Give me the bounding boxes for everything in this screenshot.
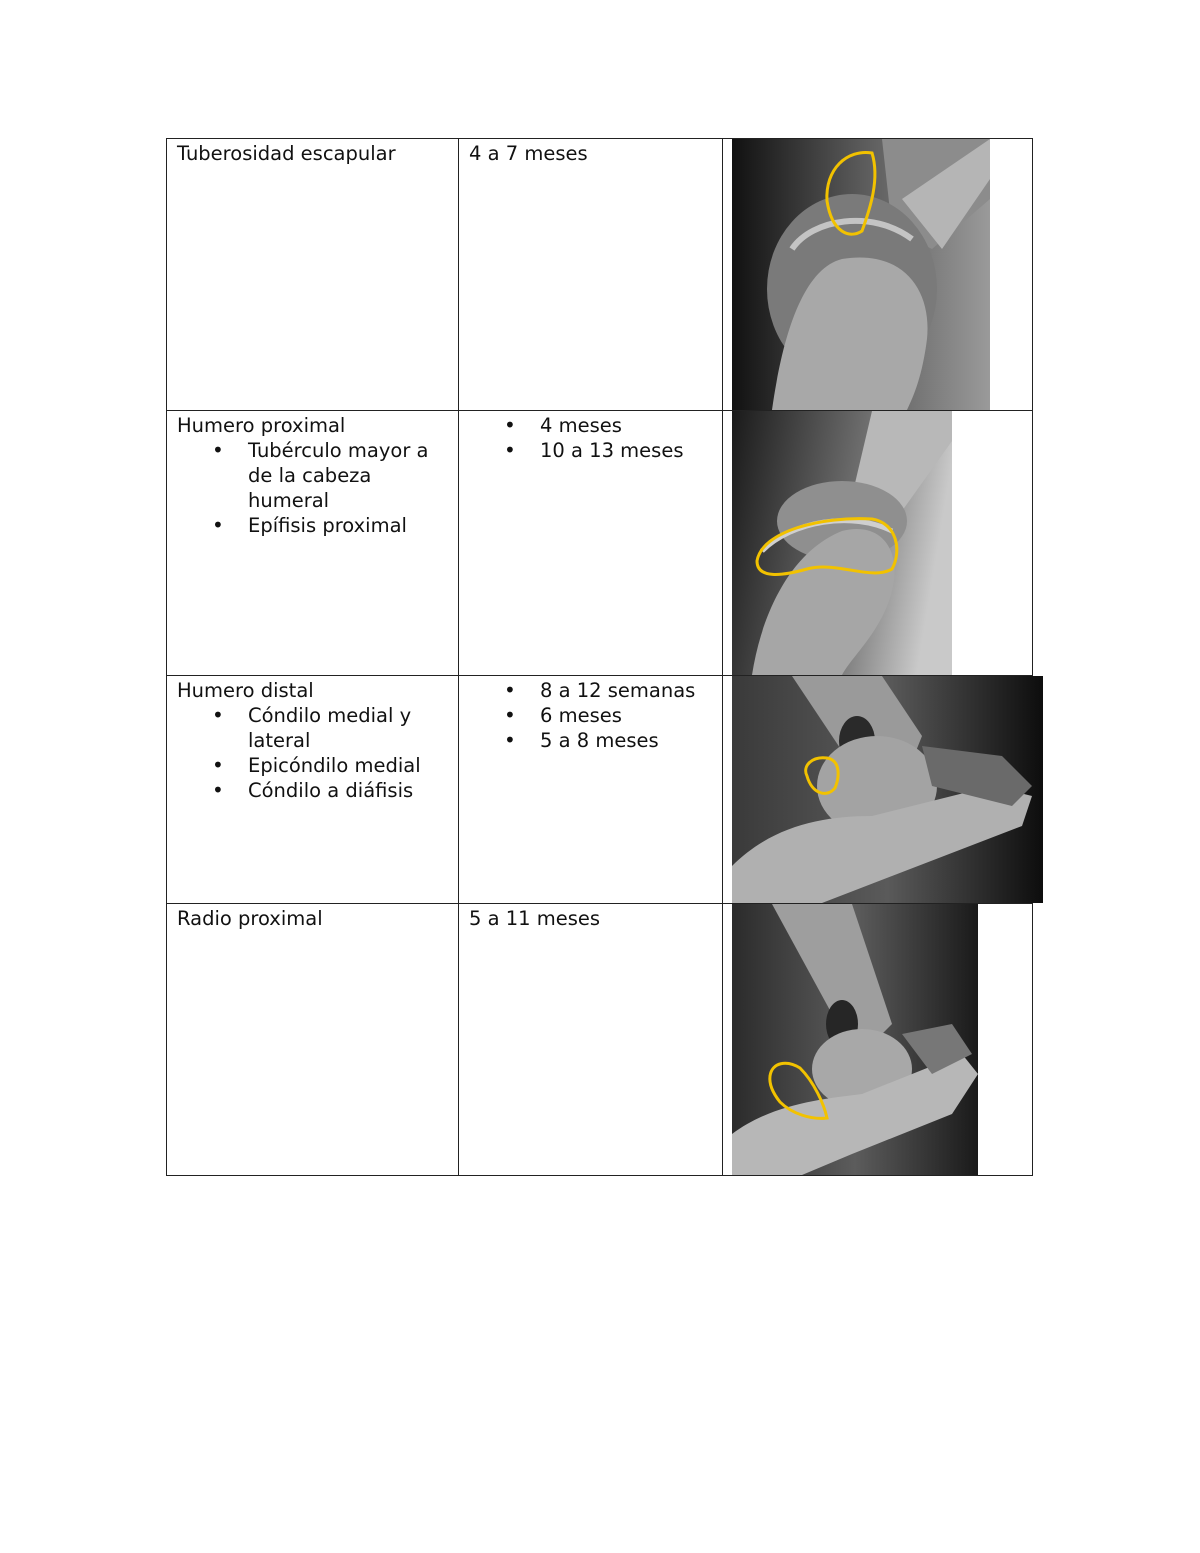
bone-cell — [167, 411, 459, 676]
bone-part-list — [177, 703, 448, 803]
list-item: • 4 meses — [540, 413, 712, 438]
xray-scapular-tuberosity — [732, 139, 1032, 410]
list-item: • Epicóndilo medial — [248, 753, 448, 778]
image-cell — [723, 904, 1033, 1176]
table-row — [167, 139, 1033, 411]
list-item: • Tubérculo mayor a de la cabeza humeral — [248, 438, 448, 513]
age-value: 5 a 11 meses — [469, 907, 601, 930]
age-list — [469, 678, 712, 753]
age-list — [469, 413, 712, 463]
list-item: • 8 a 12 semanas — [540, 678, 712, 703]
list-item: • Cóndilo a diáfisis — [248, 778, 448, 803]
bone-cell — [167, 676, 459, 904]
bone-part-list — [177, 438, 448, 538]
ossification-table — [166, 138, 1033, 1176]
bone-title: Humero distal — [177, 679, 314, 702]
list-item: • Epífisis proximal — [248, 513, 448, 538]
age-cell — [459, 676, 723, 904]
xray-proximal-humerus — [732, 411, 1032, 675]
table-row — [167, 904, 1033, 1176]
bone-cell — [167, 139, 459, 411]
image-cell — [723, 411, 1033, 676]
age-cell — [459, 411, 723, 676]
image-cell — [723, 676, 1033, 904]
bone-title: Tuberosidad escapular — [177, 142, 396, 165]
age-cell — [459, 139, 723, 411]
age-value: 4 a 7 meses — [469, 142, 588, 165]
bone-cell — [167, 904, 459, 1176]
xray-proximal-radius — [732, 904, 1032, 1175]
image-cell — [723, 139, 1033, 411]
list-item: • 10 a 13 meses — [540, 438, 712, 463]
table-row — [167, 411, 1033, 676]
bone-title: Radio proximal — [177, 907, 323, 930]
list-item: • Cóndilo medial y lateral — [248, 703, 448, 753]
bone-title: Humero proximal — [177, 414, 346, 437]
list-item: • 5 a 8 meses — [540, 728, 712, 753]
xray-distal-humerus — [732, 676, 1032, 903]
age-cell — [459, 904, 723, 1176]
list-item: • 6 meses — [540, 703, 712, 728]
table-row — [167, 676, 1033, 904]
